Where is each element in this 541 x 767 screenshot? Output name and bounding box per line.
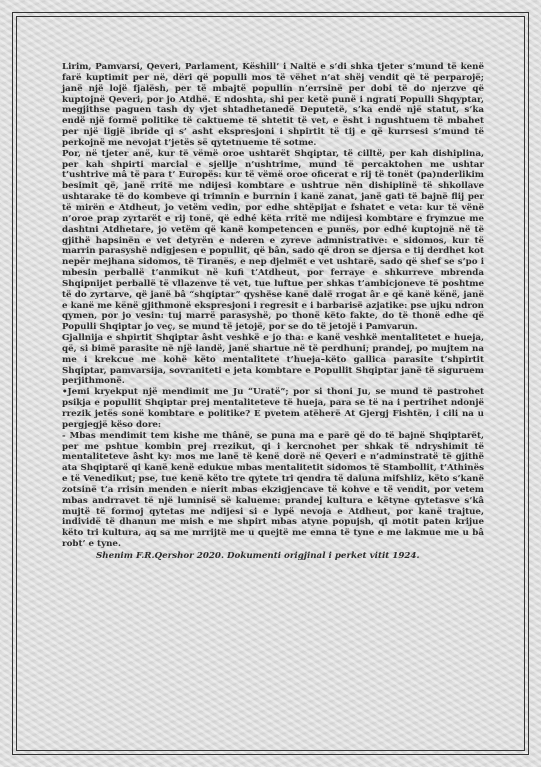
paragraph-1: Lirim, Pamvarsi, Qeveri, Parlament, Këshill’ i Naltë e s’di shka tjeter s’mund të kenë farë kuptimit per në, dëri që populli mos të vëhet n’at shëj vendit që të perparojë; janë një lojë fjalësh, per të mbajtë popullin n’errsinë per dobi të do njerzve që kuptojnë Qeveri, por jo Atdhë. E ndoshta, shi per ketë punë i ngrati Populli Shqyptar, megjithse paguen tash dy vjet shtadhetanedë Deputetë, s’ka endë një statut, s’ka endë një formë politike të caktueme të shtetit të vet, e ësht i ngushtuem të mbahet per një ligjë ibride qi s’ asht ekspresjoni i shpirtit të tij e që kurrsesi s’mund të perkojnë me nevojat t’jetës së qytetnueme të sotme.	[62, 62, 484, 148]
signature-note: Shenim F.R.Qershor 2020. Dokumenti origjinal i perket vitit 1924.	[96, 550, 420, 561]
paragraph-2: Por, në tjeter anë, kur të vëmë oroe ushtarët Shqiptar, të cilltë, per kah dishiplina, per kah shpirti marcial e sjellje n’ushtrime, mund të percaktohen me ushtar t’ushtrive mâ të para t’ Europës: kur të vëmë oroe oficerat e rij të tonët (pa)nderlikim besimit që, janë rritë me ndijesi kombtare e ushtrue nën dishiplinë të shkollave ushtarake të do kombeve qi trimnin e burrnin i kanë zanat, janë gati të bajnë flij per të mirën e Atdheut, jo vetëm vedin, por edhe shtëpijat e fshatet e veta: kur të vënë n’oroe prap zyrtarët e rij tonë, që edhé këta rritë me ndijesi kombtare e frymzue me dashtni Atdhetare, jo vetëm që kanë kompetencen e punës, por edhé kuptojnë në të gjithë hapsinën e vet detyrën e nderen e zyreve admnistrative: e sidomos, kur të marrin parasyshë ndigjesen e popullit, që bân, sado që dron se djersa e tij derdhet kot nepër mejhana sidomos, të Tiranës, e nep djelmët e vet ushtarë, sado që shef se s’po i mbesin perballë t’anmikut në kufi t’Atdheut, por ferraye e shkurreve mbrenda Shqipnijet perballë të vllazenve të vet, tue luftue per shkas t’ambicjoneve të poshtme të do zyrtarve, që janë bâ “shqiptar” qyshëse kanë dalë rrogat âr e që kanë kënë, janë e kanë me kënë gjithmonë ekspresjoni i regresit e i barbarisë azjatike: pse ujku ndron qymen, por jo vesin: tuj marrë parasyshë, po thonë këto fakte, do të thonë edhe që Populli Shqiptar jo veç, se mund të jetojë, por se do të jetojë i Pamvarun.	[62, 148, 484, 333]
document-body	[62, 62, 484, 562]
paragraph-4: •Jemi kryekput një mendimit me Ju “Uratë”; por si thoni Ju, se mund të pastrohet psikja e popullit Shqiptar prej mentaliteteve të hueja, para se të na i pertrihet ndonjë rrezik jetës sonë kombtare e politike? E pvetem atëherë At Gjergj Fishtën, i cili na u pergjegjë këso dore:	[62, 387, 484, 430]
paragraph-5: - Mbas mendimit tem kishe me thânë, se puna ma e parë që do të bajnë Shqiptarët, per me pshtue kombin prej rrezikut, qi i kercnohet per shkak të ndryshimit të mentaliteteve âsht ky: mos me lanë të kenë dorë në Qeveri e n’adminstratë të gjithë ata Shqiptarë qi kanë kenë edukue mbas mentalitetit sidomos të Stambollit, t’Athinës e të Venedikut; pse, tue kenë këto tre qytete tri qendra të daluna mifshliz, këto s’kanë zotsinë t’a rrisin menden e nierit mbas ekzigjencave të kohve e të vendit, por vetem mbas andrravet të një lumnisë së kalueme: prandej kultura e këtyne qytetasve s’kâ mujtë të formoj qytetas me ndijesi si e lypë nevoja e Atdheut, por kanë trajtue, individë të dhanun me mish e me shpirt mbas atyne popujsh, qi motit paten krijue këto tri kultura, aq sa me mrrijtë me u quejtë me emna të tyne e me lakmue me u bâ robt’ e tyne.	[62, 430, 484, 550]
paragraph-3: Gjallnija e shpirtit Shqiptar âsht veshkë e jo tha: e kanë veshkë mentalitetet e hueja, që, si bimë parasite në një landë, janë shartue në të perdhuni; prandej, po mujtem na me i krekcue me kohë këto mentalitete t’hueja–këto gallica parasite t’shpirtit Shqiptar, pamvarsija, sovraniteti e jeta kombtare e Popullit Shqiptar janë të siguruem perjithmonë.	[62, 333, 484, 387]
